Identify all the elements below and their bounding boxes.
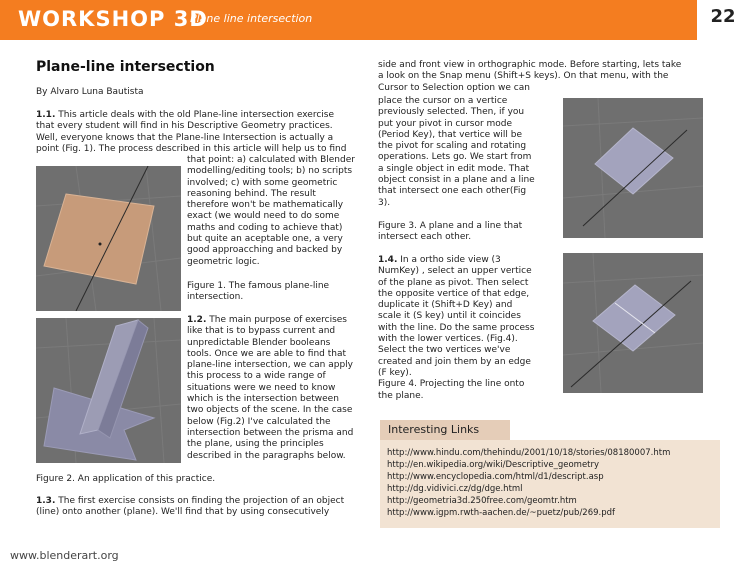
figure-2-caption: Figure 2. An application of this practice.	[36, 474, 216, 484]
page-number: 22	[710, 6, 736, 27]
paragraph-1-1: 1.1. This article deals with the old Plane-line intersection exercise that every student will find in his Descriptive Geometry practices. Well, everyone knows that the Plane-line Intersection is actually a point (Fig. 1). The process described in this article will help us to find	[36, 110, 347, 154]
link-item[interactable]: http://www.igpm.rwth-aachen.de/~puetz/pub/269.pdf	[387, 508, 616, 518]
paragraph-number: 1.4.	[378, 255, 398, 265]
section-brand: WORKSHOP 3D	[18, 7, 208, 31]
footer-site-url: www.blenderart.org	[10, 549, 119, 562]
column-2-snap-text: place the cursor on a vertice previously selected. Then, if you put your pivot in cursor mode (Period Key), that vertice will be the pivot for scaling and rotating operations. Lets go. We start from a single object in edit mode. That object consist in a plane and a line that intersect one each other(Fig 3).	[378, 96, 535, 208]
figure-1-image	[36, 166, 181, 311]
article-section-title: Plane line intersection	[190, 12, 313, 25]
interesting-links-box	[380, 440, 720, 528]
link-item[interactable]: http://www.encyclopedia.com/html/d1/descript.asp	[387, 472, 604, 482]
figure-4-image	[563, 253, 703, 393]
figure-4-caption-line-1: Figure 4. Projecting the line onto	[378, 379, 525, 390]
article-title: Plane-line intersection	[36, 59, 215, 75]
paragraph-1-2: 1.2. The main purpose of exercises like that is to bypass current and unpredictable Blender booleans tools. Once we are able to find that plane-line intersection, we can apply this process to a wide range of situations were we need to know which is the intersection between two objects of the scene. In the case below (Fig.2) I've calculated the intersection between the prisma and the plane, using the principles described in the paragraphs below.	[187, 315, 354, 461]
paragraph-number: 1.3.	[36, 496, 56, 506]
figure-3-image	[563, 98, 703, 238]
paragraph-number: 1.1.	[36, 110, 56, 120]
link-item[interactable]: http://www.hindu.com/thehindu/2001/10/18/stories/08180007.htm	[387, 448, 671, 458]
figure-4-caption-line-2: the plane.	[378, 390, 424, 401]
paragraph-1-1-continued: that point: a) calculated with Blender modelling/editing tools; b) no scripts involved; c) with some geometric reasoning behind. The result therefore won't be mathematically exact (we would need to do some maths and coding to achieve that) but quite an aceptable one, a very good approacching and backed by geometric logic.	[187, 155, 355, 267]
paragraph-1-4: 1.4. In a ortho side view (3 NumKey) , select an upper vertice of the plane as pivot. Then select the opposite vertice of that edge, duplicate it (Shift+D Key) and scale it (S key) until it coincides with the line. Do the same process with the lower vertices. (Fig.4). Select the two vertices we've created and join them by an edge (F key). Figure 4. Projecting the line onto the plane.	[378, 255, 558, 402]
column-2-continued-text: side and front view in orthographic mode. Before starting, lets take a look on the Snap menu (Shift+S keys). On that menu, with the Cursor to Selection option we can	[378, 60, 682, 93]
paragraph-number: 1.2.	[187, 315, 207, 325]
figure-2-image	[36, 318, 181, 463]
figure-3-caption: Figure 3. A plane and a line that intersect each other.	[378, 221, 523, 243]
magazine-header-bar	[0, 0, 697, 40]
link-item[interactable]: http://dg.vidivici.cz/dg/dge.html	[387, 484, 523, 494]
interesting-links-header: Interesting Links	[380, 420, 510, 440]
link-item[interactable]: http://geometria3d.250free.com/geomtr.htm	[387, 496, 577, 506]
figure-1-caption: Figure 1. The famous plane-line intersection.	[187, 281, 330, 303]
paragraph-1-3: 1.3. The first exercise consists on finding the projection of an object (line) onto another (plane). We'll find that by using consecutively	[36, 496, 345, 518]
author-line: By Alvaro Luna Bautista	[36, 87, 144, 97]
link-item[interactable]: http://en.wikipedia.org/wiki/Descriptive_geometry	[387, 460, 600, 470]
